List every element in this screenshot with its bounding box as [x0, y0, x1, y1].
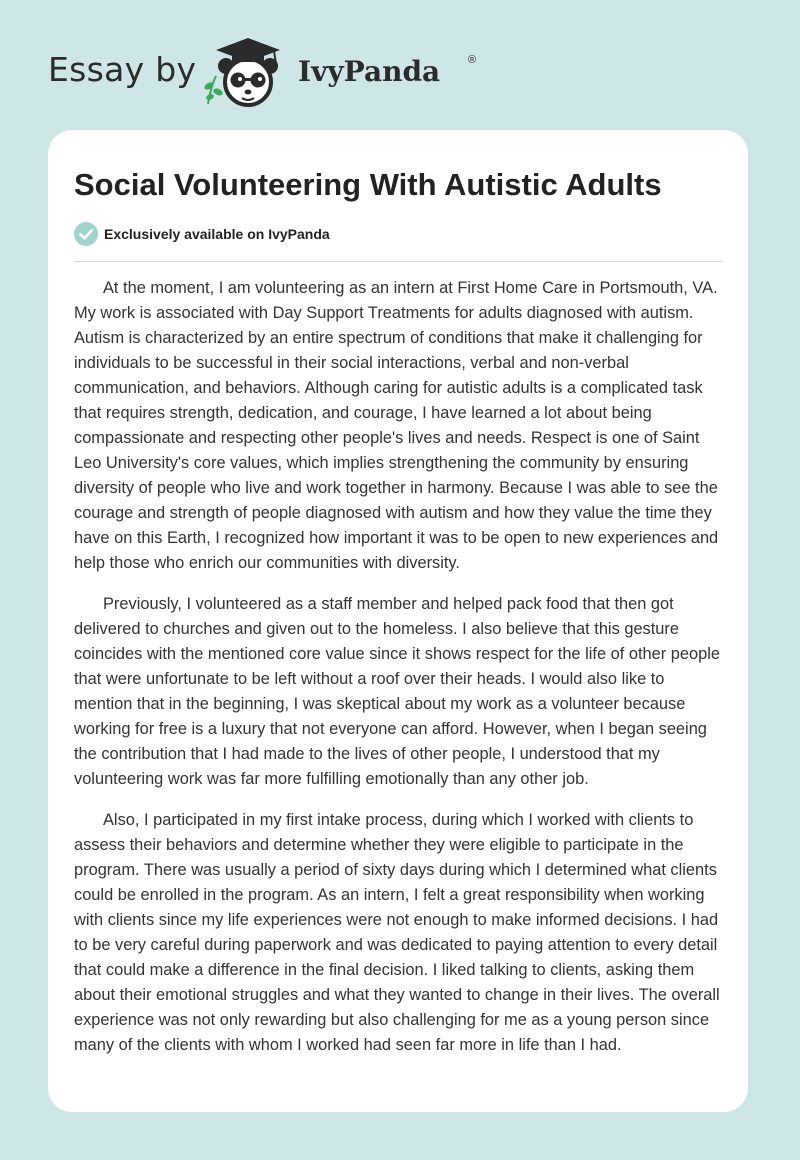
check-circle-icon — [74, 222, 98, 246]
registered-trademark: ® — [468, 54, 477, 66]
paragraph: Previously, I volunteered as a staff member and helped pack food that then got delivered to churches and given out to the homeless. I also believe that this gesture coincides with the mentioned core value since it shows respect for the life of other people that were unfortunate to be left without a roof over their heads. I would also like to mention that in the beginning, I was skeptical about my work as a volunteer because working for free is a luxury that not everyone can afford. However, when I began seeing the contribution that I had made to the lives of other people, I understood that my volunteering work was far more fulfilling emotionally than any other job. — [74, 595, 720, 788]
paragraph: Also, I participated in my first intake process, during which I worked with clients to assess their behaviors and determine whether they were eligible to participate in the program. There was usually a period of sixty days during which I determined what clients could be enrolled in the program. As an intern, I felt a great responsibility when working with clients since my life experiences were not enough to make informed decisions. I had to be very careful during paperwork and was dedicated to paying attention to every detail that could make a difference in the final decision. I liked talking to clients, asking them about their emotional struggles and what they wanted to change in their lives. The overall experience was not only rewarding but also challenging for me as a young person since many of the clients with whom I worked had seen far more in life than I had. — [74, 811, 720, 1054]
essay-by-label: Essay by — [48, 50, 197, 89]
essay-body — [74, 276, 724, 1074]
exclusive-badge-label: Exclusively available on IvyPanda — [104, 226, 330, 242]
panda-logo-icon[interactable] — [200, 34, 290, 110]
brand-name[interactable]: IvyPanda — [298, 55, 441, 88]
divider — [74, 261, 722, 262]
paragraph: At the moment, I am volunteering as an intern at First Home Care in Portsmouth, VA. My work is associated with Day Support Treatments for adults diagnosed with autism. Autism is characterized by an entire spectrum of conditions that make it challenging for individuals to be successful in their social interactions, verbal and non-verbal communication, and behaviors. Although caring for autistic adults is a complicated task that requires strength, dedication, and courage, I have learned a lot about being compassionate and respecting other people's lives and needs. Respect is one of Saint Leo University's core values, which implies strengthening the community by ensuring diversity of people who live and work together in harmony. Because I was able to see the courage and strength of people diagnosed with autism and how they value the time they have on this Earth, I recognized how important it was to be open to new experiences and help those who enrich our communities with diversity. — [74, 279, 719, 572]
essay-card — [48, 130, 748, 1112]
essay-title: Social Volunteering With Autistic Adults — [74, 167, 662, 202]
site-header — [48, 34, 528, 114]
